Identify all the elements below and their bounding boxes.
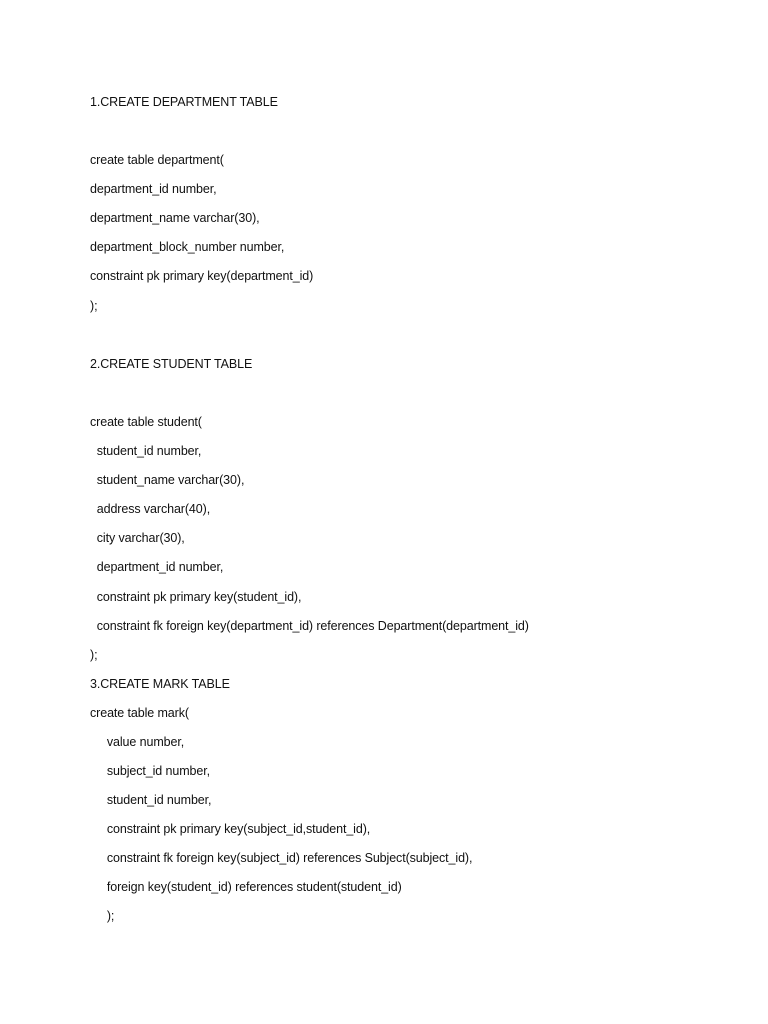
code-line: subject_id number,	[90, 764, 210, 778]
code-line: constraint pk primary key(subject_id,student_id),	[90, 822, 371, 836]
code-line: );	[90, 648, 98, 662]
code-line: student_id number,	[90, 793, 212, 807]
code-line: department_block_number number,	[90, 240, 285, 254]
section-heading-student: 2.CREATE STUDENT TABLE	[90, 357, 253, 371]
code-line: constraint fk foreign key(department_id) references Department(department_id)	[90, 619, 529, 633]
code-line: department_id number,	[90, 182, 217, 196]
section-heading-department: 1.CREATE DEPARTMENT TABLE	[90, 95, 278, 109]
code-line: department_id number,	[90, 560, 224, 574]
code-line: create table department(	[90, 153, 224, 167]
code-line: );	[90, 299, 98, 313]
code-line: create table student(	[90, 415, 202, 429]
section-heading-mark: 3.CREATE MARK TABLE	[90, 677, 230, 691]
code-line: student_name varchar(30),	[90, 473, 245, 487]
code-line: student_id number,	[90, 444, 202, 458]
code-line: foreign key(student_id) references student(student_id)	[90, 880, 402, 894]
code-line: constraint pk primary key(student_id),	[90, 590, 302, 604]
code-line: address varchar(40),	[90, 502, 211, 516]
code-line: department_name varchar(30),	[90, 211, 260, 225]
code-line: constraint pk primary key(department_id)	[90, 269, 314, 283]
code-line: city varchar(30),	[90, 531, 185, 545]
code-line: constraint fk foreign key(subject_id) references Subject(subject_id),	[90, 851, 473, 865]
code-line: create table mark(	[90, 706, 189, 720]
code-line: value number,	[90, 735, 185, 749]
code-line: );	[90, 909, 115, 923]
